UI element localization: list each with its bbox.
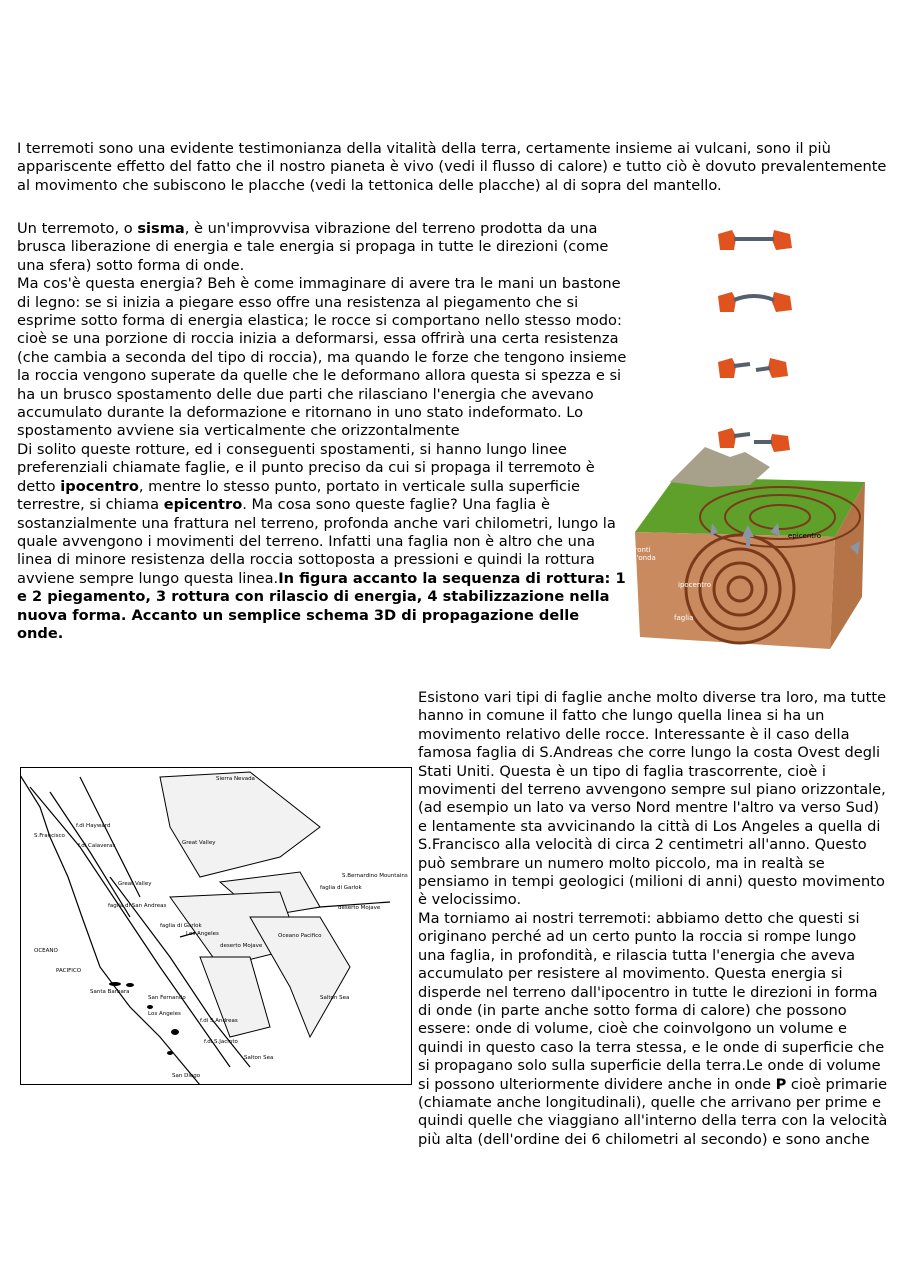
text-run: , mentre lo stesso punto, portato in verticale sulla superficie terrestre, si chiama: [17, 477, 581, 514]
term-p: P: [775, 1075, 787, 1093]
label-f-s-jacinto: f.di S.Jacinto: [204, 1039, 238, 1045]
california-map-svg: [20, 767, 412, 1085]
faglie-section: [418, 689, 888, 1149]
rupture-step-3: [718, 358, 788, 378]
text-run: Un terremoto, o: [17, 220, 138, 237]
label-donda: d'onda: [632, 554, 656, 562]
rupture-step-2: [718, 292, 792, 312]
label-great-valley-side: Great Valley: [118, 881, 152, 887]
term-epicentro: epicentro: [163, 496, 243, 514]
text-run: Ma torniamo ai nostri terremoti: abbiamo detto che questi si originano perché ad un certo punto la roccia si rompe lungo una faglia, in profondità, e rilascia tutta l'energia che aveva accumulato per resistere al movimento. Questa energia si disperde nel terreno dall'ipocentro in tutte le direzioni in forma di onde (in parte anche sotto forma di calore) che possono essere: onde di volume, cioè che coinvolgono un volume e quindi in questo caso la terra stessa, e le onde di superficie che si propagano solo sulla superficie della terra.Le onde di volume si possono ulteriormente dividere anche in onde: [418, 909, 885, 1093]
wave-block-svg: [630, 437, 870, 652]
intro-text: I terremoti sono una evidente testimonianza della vitalità della terra, certamente insieme ai vulcani, sono il più appariscente effetto del fatto che il nostro pianeta è vivo (vedi il flusso di calore) e tutto ciò è dovuto prevalentemente al movimento che subiscono le placche (vedi la tettonica delle placche) al di sopra del mantello.: [17, 140, 887, 194]
intro-paragraph: [17, 140, 887, 195]
rupture-sequence-figure: [712, 222, 804, 462]
label-salton-sea-low: Salton Sea: [244, 1055, 274, 1061]
term-ipocentro: ipocentro: [60, 477, 139, 495]
label-salton-sea: Salton Sea: [320, 995, 350, 1001]
waves-paragraph: [418, 910, 888, 1149]
text-run: cioè primarie (chiamate anche longitudinali), quelle che arrivano per prime e quindi quelle che viaggiano all'interno della terra con la velocità più alta (dell'ordine dei 6 chilometri al secondo) e sono anche: [418, 1075, 888, 1148]
san-andreas-paragraph: Esistono vari tipi di faglie anche molto diverse tra loro, ma tutte hanno in comune il fatto che lungo quella linea si ha un movimento relativo delle rocce. Interessante è il caso della famosa faglia di S.Andreas che corre lungo la costa Ovest degli Stati Uniti. Questa è un tipo di faglia trascorrente, cioè i movimenti del terreno avvengono sempre sul piano orizzontale, (ad esempio un lato va verso Nord mentre l'altro va verso Sud) e lentamente sta avvicinando la città di Los Angeles a quella di S.Francisco alla velocità di circa 2 centimetri all'anno. Questo può sembrare un numero molto piccolo, ma in realtà se pensiamo in tempi geologici (milioni di anni) questo movimento è velocissimo.: [418, 689, 887, 909]
label-san-diego: San Diego: [172, 1073, 201, 1079]
faglie-paragraph: [17, 441, 627, 643]
label-epicentro: epicentro: [788, 532, 822, 540]
term-sisma: sisma: [137, 220, 185, 237]
rupture-step-1: [718, 230, 792, 250]
california-fault-map-figure: [20, 767, 412, 1085]
label-deserto-mojave: deserto Mojave: [338, 905, 381, 911]
label-sierra-nevada: Sierra Nevada: [216, 776, 255, 782]
label-pacifico: PACIFICO: [56, 968, 82, 974]
label-oceano: OCEANO: [34, 948, 58, 954]
label-f-hayward: f.di Hayward: [76, 823, 111, 829]
label-f-s-andreas: f.di S.Andreas: [200, 1018, 238, 1024]
wave-propagation-3d-figure: [630, 437, 870, 652]
label-santa-barbara: Santa Barbara: [90, 989, 130, 995]
label-oceano-pacifico: Oceano Pacifico: [278, 933, 322, 939]
label-faglia-garlok-low: faglia di Garlok: [160, 923, 202, 929]
text-run: Di solito queste rotture, ed i conseguenti spostamenti, si hanno lungo linee preferenziali chiamate faglie, e il punto preciso da cui si propaga il terremoto è detto: [17, 440, 595, 495]
label-faglia-garlok: faglia di Garlok: [320, 885, 362, 891]
label-san-fernando: San Fernando: [148, 995, 186, 1001]
label-fronti: fronti: [632, 546, 651, 554]
label-faglia-s-andreas: faglia di San Andreas: [108, 903, 167, 909]
label-f-calaveras: f.di Calaveras: [78, 843, 116, 849]
label-los-angeles: Los Angeles: [186, 931, 219, 937]
rupture-sequence-svg: [712, 222, 804, 462]
label-faglia: faglia: [674, 614, 694, 622]
label-los-angeles-low: Los Angeles: [148, 1011, 181, 1017]
label-great-valley: Great Valley: [182, 840, 216, 846]
label-deserto-mojave-low: deserto Mojave: [220, 943, 263, 949]
label-s-francisco: S.Francisco: [34, 833, 65, 839]
energy-paragraph: Ma cos'è questa energia? Beh è come immaginare di avere tra le mani un bastone di legno: se si inizia a piegare esso offre una resistenza al piegamento che si esprime sotto forma di energia elastica; le rocce si comportano nello stesso modo: cioè se una porzione di roccia inizia a deformarsi, essa offrirà una certa resistenza (che cambia a seconda del tipo di roccia), ma quando le forze che tengono insieme la roccia vengono superate da quelle che le deformano allora questa si spezza e si ha un brusco spostamento delle due parti che rilasciano l'energia che avevano accumulato durante la deformazione e ritornano in uno stato indeformato. Lo spostamento avviene sia verticalmente che orizzontalmente: [17, 275, 627, 440]
sisma-definition: [17, 220, 627, 275]
figure-caption: In figura accanto la sequenza di rottura: 1 e 2 piegamento, 3 rottura con rilascio di energia, 4 stabilizzazione nella nuova forma. Accanto un semplice schema 3D di propagazione delle onde.: [17, 569, 626, 642]
text-run: , è un'improvvisa vibrazione del terreno prodotta da una brusca liberazione di energia e tale energia si propaga in tutte le direzioni (come una sfera) sotto forma di onde.: [17, 220, 609, 274]
sisma-section: [17, 220, 627, 643]
label-s-bernardino: S.Bernardino Mountains: [342, 873, 408, 879]
label-ipocentro: ipocentro: [678, 581, 712, 589]
text-run: . Ma cosa sono queste faglie? Una faglia è sostanzialmente una frattura nel terreno, profonda anche vari chilometri, lungo la quale avvengono i movimenti del terreno. Infatti una faglia non è altro che una linea di minore resistenza della roccia sottoposta a pressioni e quindi la rottura avviene sempre lungo questa linea.: [17, 496, 616, 587]
